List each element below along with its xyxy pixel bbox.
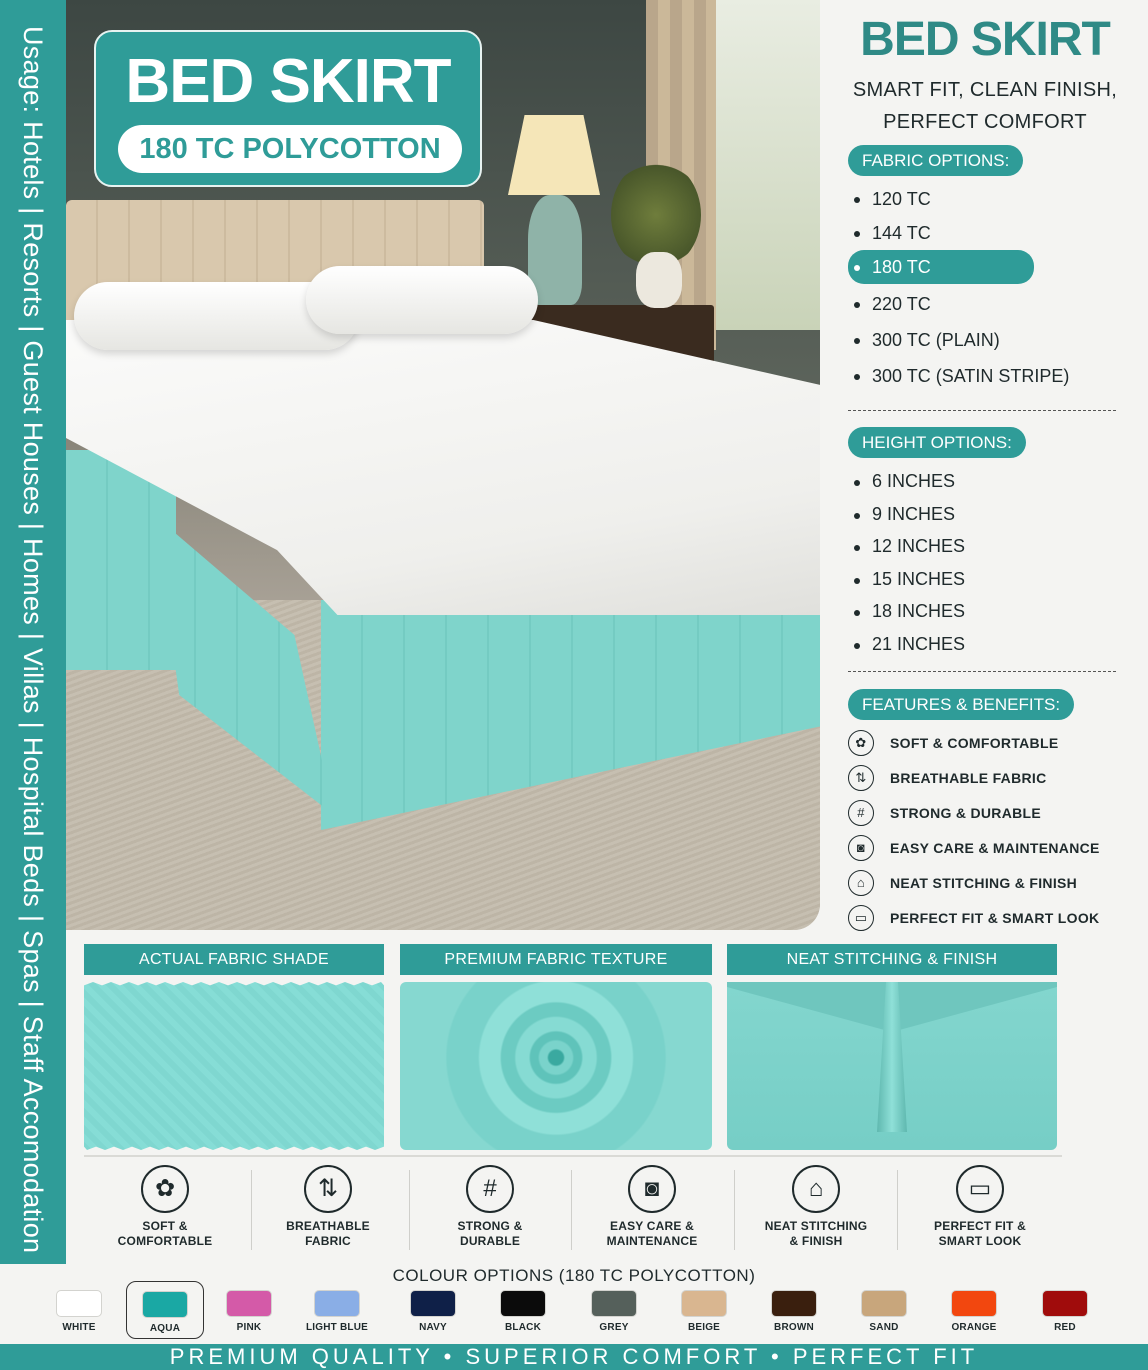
height-option[interactable]: 6 INCHES [848,465,1148,498]
benefit-item [735,1165,897,1255]
fabric-option[interactable]: 220 TC [848,287,1148,321]
height-option[interactable]: 15 INCHES [848,563,1148,596]
fabric-option[interactable]: 144 TC [848,216,1148,250]
benefit-item [899,1165,1061,1255]
benefit-label: BREATHABLE FABRIC [286,1219,370,1248]
colour-chip [681,1290,727,1317]
colour-swatch-beige[interactable] [667,1290,741,1333]
benefit-item [409,1165,571,1255]
height-options-list [848,465,1148,661]
colour-swatch-black[interactable] [486,1290,560,1333]
airflow-icon: ⇅ [848,765,874,791]
fabric-option[interactable]: 300 TC (SATIN STRIPE) [848,359,1148,393]
cotton-flower-icon: ✿ [141,1165,189,1213]
usage-strip [0,0,66,1264]
fabric-option-selected[interactable]: 180 TC [848,250,1034,284]
colour-label: BROWN [774,1322,814,1333]
colour-chip [951,1290,997,1317]
colour-swatch-light-blue[interactable] [300,1290,374,1333]
weave-icon: # [848,800,874,826]
colour-label: NAVY [419,1322,447,1333]
fabric-options-list [848,182,1148,393]
colour-options-title: COLOUR OPTIONS (180 TC POLYCOTTON) [392,1266,756,1285]
spec-panel [822,0,1148,935]
colour-swatch-white[interactable] [42,1290,116,1333]
feature-item [848,763,1148,798]
bed-icon: ▭ [848,905,874,931]
benefit-item [84,1165,246,1255]
benefit-item [571,1165,733,1255]
benefit-label: STRONG & DURABLE [457,1219,523,1248]
colour-swatch-aqua[interactable] [126,1281,204,1339]
colour-chip [1042,1290,1088,1317]
benefit-label: SOFT & COMFORTABLE [117,1219,213,1248]
washing-machine-icon: ◙ [848,835,874,861]
height-option[interactable]: 21 INCHES [848,628,1148,661]
benefit-item [247,1165,409,1255]
feature-label: BREATHABLE FABRIC [890,770,1047,786]
height-option[interactable]: 9 INCHES [848,498,1148,531]
colour-chip [410,1290,456,1317]
colour-label: RED [1054,1322,1076,1333]
features-heading: FEATURES & BENEFITS: [848,689,1074,720]
hero-subtitle: 180 TC POLYCOTTON [118,125,462,173]
colour-chip [861,1290,907,1317]
benefits-divider [84,1155,1062,1157]
cotton-flower-icon: ✿ [848,730,874,756]
fabric-option[interactable]: 120 TC [848,182,1148,216]
height-options-heading: HEIGHT OPTIONS: [848,427,1026,458]
colour-swatch-pink[interactable] [212,1290,286,1333]
benefit-label: EASY CARE & MAINTENANCE [606,1219,698,1248]
colour-label: BLACK [505,1322,541,1333]
colour-swatch-red[interactable] [1028,1290,1102,1333]
feature-label: EASY CARE & MAINTENANCE [890,840,1100,856]
colour-chip [591,1290,637,1317]
washing-machine-icon: ◙ [628,1165,676,1213]
bed-icon: ▭ [956,1165,1004,1213]
colour-chip [314,1290,360,1317]
sewing-machine-icon: ⌂ [848,870,874,896]
colour-label: ORANGE [951,1322,997,1333]
benefit-label: PERFECT FIT & SMART LOOK [934,1219,1026,1248]
feature-item [848,868,1148,903]
colour-label: AQUA [149,1323,181,1334]
fabric-shade-heading: ACTUAL FABRIC SHADE [84,944,384,975]
height-option[interactable]: 12 INCHES [848,530,1148,563]
divider [848,671,1116,672]
colour-chip [142,1291,188,1318]
feature-item [848,728,1148,763]
brand-tagline [822,74,1148,138]
height-option[interactable]: 18 INCHES [848,595,1148,628]
colour-chip [226,1290,272,1317]
fabric-option[interactable]: 300 TC (PLAIN) [848,323,1148,357]
airflow-icon: ⇅ [304,1165,352,1213]
colour-label: GREY [599,1322,629,1333]
hero-title: BED SKIRT [125,47,451,116]
pillow-right [306,266,538,334]
divider [848,410,1116,411]
hero-title-card [94,30,482,187]
colour-chip [500,1290,546,1317]
sewing-machine-icon: ⌂ [792,1165,840,1213]
colour-label: BEIGE [687,1322,721,1333]
features-list [848,728,1148,938]
colour-swatch-navy[interactable] [396,1290,470,1333]
colour-swatch-brown[interactable] [757,1290,831,1333]
colour-swatch-orange[interactable] [937,1290,1011,1333]
feature-item [848,798,1148,833]
benefit-label: NEAT STITCHING & FINISH [764,1219,868,1248]
feature-label: STRONG & DURABLE [890,805,1042,821]
colour-swatch-grey[interactable] [577,1290,651,1333]
colour-chip [56,1290,102,1317]
vase [636,252,682,308]
brand-title: BED SKIRT [860,13,1110,66]
colour-label: LIGHT BLUE [306,1322,368,1333]
feature-label: SOFT & COMFORTABLE [890,735,1059,751]
fabric-shade-swatch [84,982,384,1150]
fabric-texture-image [400,982,712,1150]
tagline-line-1: SMART FIT, CLEAN FINISH, [852,79,1118,101]
stitch-detail-image [727,982,1057,1150]
feature-item [848,903,1148,938]
tagline-line-2: PERFECT COMFORT [883,111,1087,133]
fabric-options-heading: FABRIC OPTIONS: [848,145,1023,176]
colour-swatch-sand[interactable] [847,1290,921,1333]
weave-icon: # [466,1165,514,1213]
colour-label: PINK [236,1322,262,1333]
feature-item [848,833,1148,868]
footer-banner: PREMIUM QUALITY • SUPERIOR COMFORT • PERFECT FIT [0,1344,1148,1370]
colour-chip [771,1290,817,1317]
usage-text: Usage: Hotels | Resorts | Guest Houses | Homes | Villas | Hospital Beds | Spas | Staff Accomodation [18,26,48,1254]
stitch-heading: NEAT STITCHING & FINISH [727,944,1057,975]
fabric-texture-heading: PREMIUM FABRIC TEXTURE [400,944,712,975]
colour-label: WHITE [62,1322,96,1333]
feature-label: NEAT STITCHING & FINISH [890,875,1078,891]
colour-label: SAND [869,1322,899,1333]
feature-label: PERFECT FIT & SMART LOOK [890,910,1100,926]
